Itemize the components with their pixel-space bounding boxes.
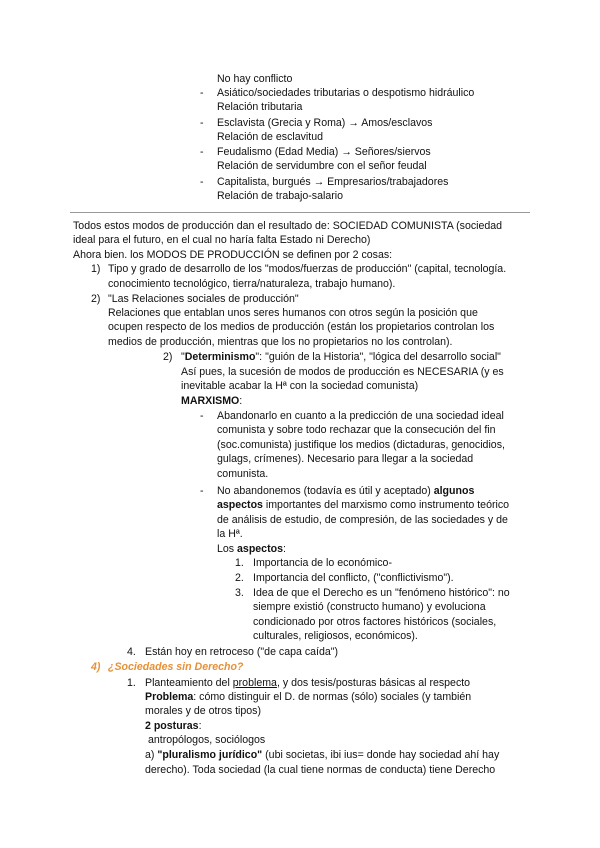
list-item-cont: medios de producción, mientras que los no propietarios no los controlan). bbox=[108, 336, 453, 348]
marx-item-line: comunista. bbox=[217, 468, 269, 480]
paragraph-line: Ahora bien. los MODOS DE PRODUCCIÓN se definen por 2 cosas: bbox=[73, 249, 393, 261]
marx-item-line: (soc.comunista) justifique los medios (dictaduras, genocidios, bbox=[217, 439, 505, 451]
sub-item: culturales, religiosos, económicos). bbox=[253, 630, 418, 642]
list-item-sub: Relación de servidumbre con el señor feudal bbox=[217, 160, 427, 172]
marxismo-heading: MARXISMO: bbox=[181, 395, 243, 407]
list-item-sub: Relación de esclavitud bbox=[217, 131, 323, 143]
sec4-line: Planteamiento del problema, y dos tesis/posturas básicas al respecto bbox=[145, 677, 471, 689]
list-item-cont: Relaciones que entablan unos seres humanos con otros según la posición que bbox=[108, 307, 478, 319]
sec4-line: a) "pluralismo jurídico" (ubi societas, ibi ius= donde hay sociedad ahí hay bbox=[145, 749, 500, 761]
list-number: 4. bbox=[127, 646, 136, 658]
sub-item: Importancia de lo económico- bbox=[253, 557, 392, 569]
sec4-line: derecho). Toda sociedad (la cual tiene normas de conducta) tiene Derecho bbox=[145, 764, 496, 776]
list-number: 1. bbox=[127, 677, 136, 689]
list-marker: - bbox=[200, 485, 204, 497]
sub-item: Idea de que el Derecho es un "fenómeno histórico": no bbox=[253, 587, 510, 599]
determinismo-term: Determinismo bbox=[184, 351, 256, 363]
intro-line: No hay conflicto bbox=[217, 73, 293, 85]
list-marker: - bbox=[200, 410, 204, 422]
list-marker: - bbox=[200, 117, 204, 129]
sub-item: Importancia del conflicto, ("conflictivismo"). bbox=[253, 572, 454, 584]
paragraph-line: ideal para el futuro, en el cual no haría falta Estado ni Derecho) bbox=[73, 234, 371, 246]
list-item: Asiático/sociedades tributarias o despotismo hidráulico bbox=[217, 87, 475, 99]
sec4-line: 2 posturas: bbox=[145, 720, 202, 732]
marx-item-line: comunista y sobre todo rechazar que la consecución del fin bbox=[217, 424, 496, 436]
horizontal-divider bbox=[70, 212, 530, 213]
list-item-sub: Relación tributaria bbox=[217, 101, 303, 113]
sub-number: 3. bbox=[235, 587, 244, 599]
paragraph-line: Todos estos modos de producción dan el resultado de: SOCIEDAD COMUNISTA (sociedad bbox=[73, 220, 503, 232]
marx-item-line: Abandonarlo en cuanto a la predicción de una sociedad ideal bbox=[217, 410, 504, 422]
list-marker: - bbox=[200, 146, 204, 158]
sec4-line: morales y de otros tipos) bbox=[145, 705, 261, 717]
sub-item: condicionado por otros factores históricos (sociales, bbox=[253, 616, 497, 628]
marx-item-line: aspectos importantes del marxismo como instrumento teórico bbox=[217, 499, 510, 511]
list-item: Tipo y grado de desarrollo de los "modos/fuerzas de producción" (capital, tecnología. bbox=[108, 263, 507, 275]
section-title: ¿Sociedades sin Derecho? bbox=[108, 661, 244, 673]
list-marker: - bbox=[200, 87, 204, 99]
determinismo-line: "Determinismo": "guión de la Historia", "lógica del desarrollo social" bbox=[181, 351, 501, 363]
sec4-line: Problema: cómo distinguir el D. de normas (sólo) sociales (y también bbox=[145, 691, 472, 703]
marx-item-line: No abandonemos (todavía es útil y aceptado) algunos bbox=[217, 485, 475, 497]
list-item: Capitalista, burgués → Empresarios/trabajadores bbox=[217, 176, 449, 188]
list-item-cont: ocupen respecto de los medios de producción (están los propietarios controlan los bbox=[108, 321, 495, 333]
sub-item: siempre existió (constructo humano) y evoluciona bbox=[253, 601, 486, 613]
sub-number: 1. bbox=[235, 557, 244, 569]
list-number: 2) bbox=[163, 351, 173, 363]
marx-item-line: gulags, crímenes). Necesario para llegar a la sociedad bbox=[217, 453, 474, 465]
section-number: 4) bbox=[91, 661, 101, 673]
marx-item-line: la Hª. bbox=[217, 528, 243, 540]
sec4-line: antropólogos, sociólogos bbox=[148, 734, 266, 746]
list-item-cont: conocimiento tecnológico, tierra/naturaleza, trabajo humano). bbox=[108, 278, 396, 290]
aspects-heading: Los aspectos: bbox=[217, 543, 286, 555]
list-item: Están hoy en retroceso ("de capa caída") bbox=[145, 646, 339, 658]
determinismo-cont: Así pues, la sucesión de modos de producción es NECESARIA (y es bbox=[181, 366, 504, 378]
list-item-sub: Relación de trabajo-salario bbox=[217, 190, 344, 202]
list-item: "Las Relaciones sociales de producción" bbox=[108, 293, 299, 305]
list-number: 2) bbox=[91, 293, 101, 305]
list-marker: - bbox=[200, 176, 204, 188]
list-item: Feudalismo (Edad Media) → Señores/siervos bbox=[217, 146, 431, 158]
determinismo-cont: inevitable acabar la Hª con la sociedad comunista) bbox=[181, 380, 419, 392]
sub-number: 2. bbox=[235, 572, 244, 584]
list-number: 1) bbox=[91, 263, 101, 275]
list-item: Esclavista (Grecia y Roma) → Amos/esclavos bbox=[217, 117, 433, 129]
marx-item-line: de análisis de estudio, de compresión, de las sociedades y de bbox=[217, 514, 508, 526]
